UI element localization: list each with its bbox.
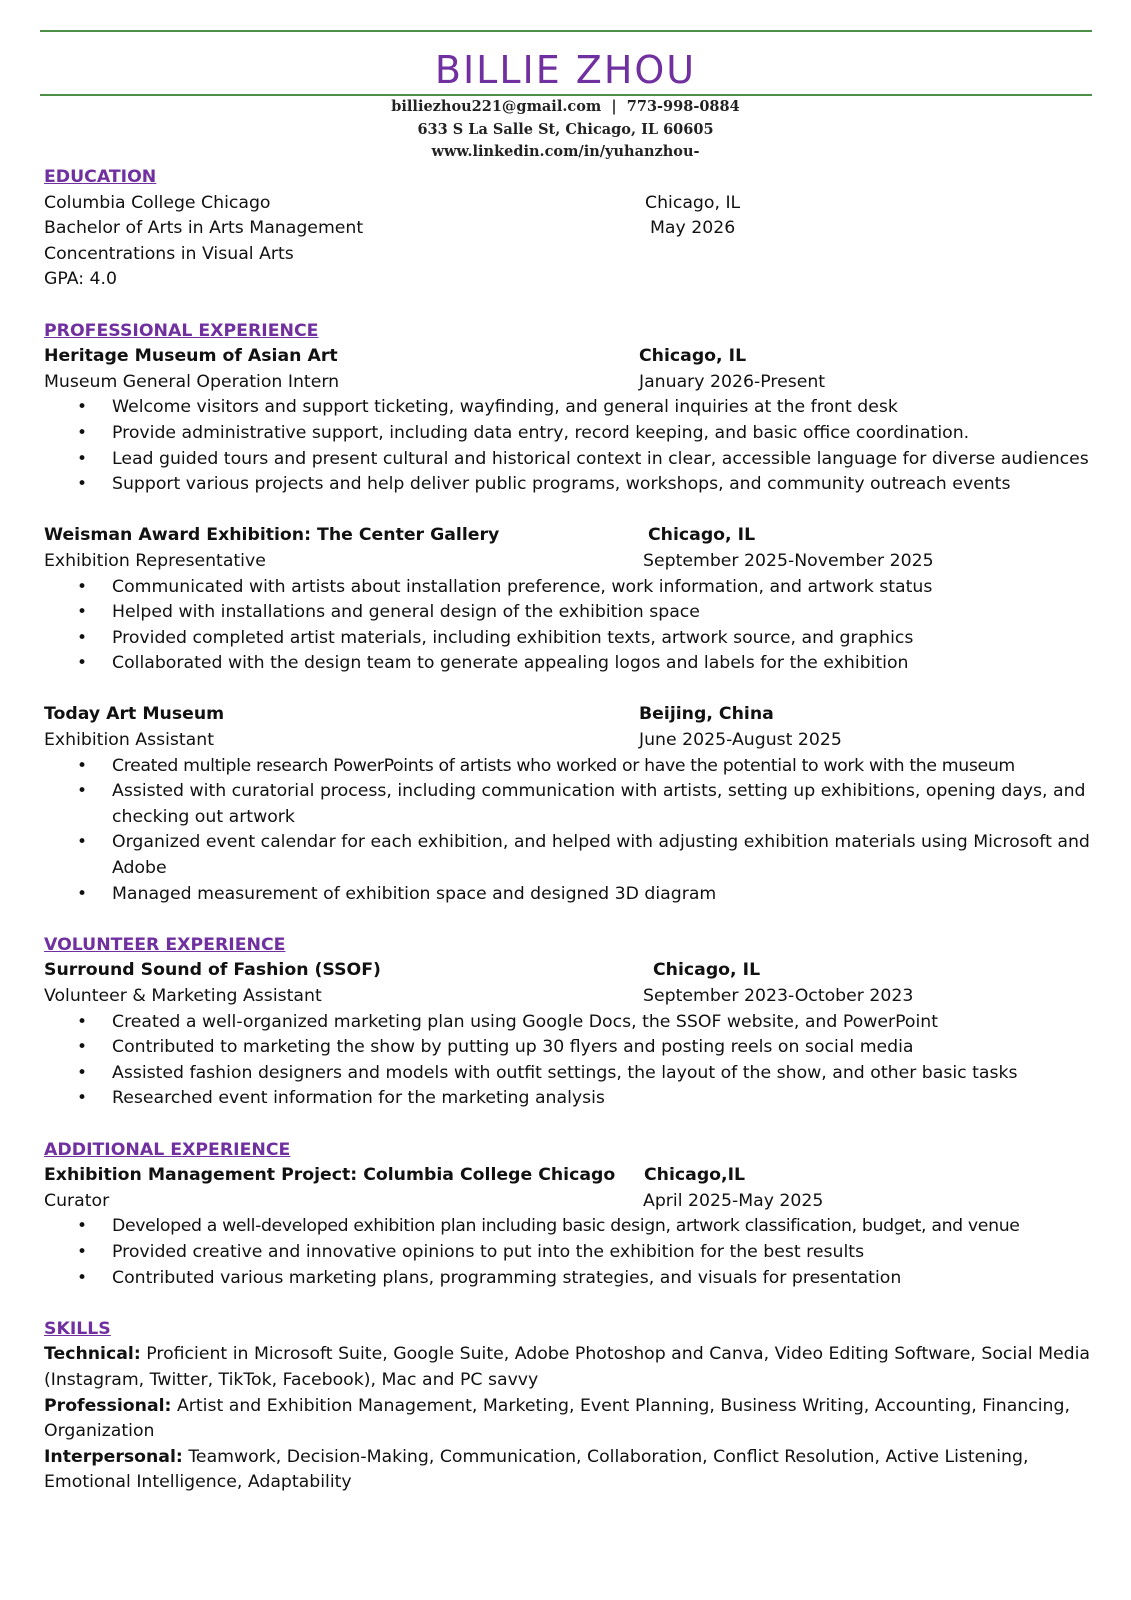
skills-professional-text: Artist and Exhibition Management, Marketing, Event Planning, Business Writing, Accounting, Financing, Organization bbox=[44, 1395, 1070, 1442]
volunteer-location: Chicago, IL bbox=[653, 960, 761, 981]
contact-line-1 bbox=[0, 98, 1131, 115]
bullet-item: • Helped with installations and general design of the exhibition space bbox=[112, 600, 1104, 626]
bullet-item: • Provided creative and innovative opinions to put into the exhibition for the best results bbox=[112, 1240, 1104, 1266]
bullet-item: • Contributed to marketing the show by putting up 30 flyers and posting reels on social media bbox=[112, 1035, 1104, 1061]
job-organization: Weisman Award Exhibition: The Center Gallery bbox=[44, 525, 500, 546]
bullet-item: • Welcome visitors and support ticketing, wayfinding, and general inquiries at the front desk bbox=[112, 395, 1104, 421]
candidate-name: BILLIE ZHOU bbox=[434, 48, 697, 92]
volunteer-heading: VOLUNTEER EXPERIENCE bbox=[44, 934, 286, 955]
volunteer-header-row bbox=[44, 958, 1104, 984]
header-top-rule bbox=[40, 30, 1092, 32]
job-location: Beijing, China bbox=[639, 704, 774, 725]
bullet-item: • Provide administrative support, including data entry, record keeping, and basic office coordination. bbox=[112, 421, 1104, 447]
additional-role: Curator bbox=[44, 1190, 110, 1211]
education-school: Columbia College Chicago bbox=[44, 192, 271, 213]
bullet-item: • Contributed various marketing plans, programming strategies, and visuals for presentation bbox=[112, 1266, 1104, 1292]
bullet-item: • Organized event calendar for each exhibition, and helped with adjusting exhibition materials using Microsoft and Adobe bbox=[112, 830, 1104, 881]
volunteer-role-row bbox=[44, 984, 1104, 1010]
bullet-item: • Collaborated with the design team to generate appealing logos and labels for the exhibition bbox=[112, 651, 1104, 677]
job-location: Chicago, IL bbox=[639, 346, 747, 367]
additional-header-row bbox=[44, 1163, 1104, 1189]
address: 633 S La Salle St, Chicago, IL 60605 bbox=[417, 121, 714, 138]
education-concentration: Concentrations in Visual Arts bbox=[44, 243, 294, 264]
additional-bullets bbox=[44, 1214, 1104, 1291]
skills-interpersonal-text: Teamwork, Decision-Making, Communication, Collaboration, Conflict Resolution, Active Listening, Emotional Intelligence, Adaptability bbox=[44, 1446, 1029, 1493]
skills-technical bbox=[44, 1342, 1104, 1393]
volunteer-role: Volunteer & Marketing Assistant bbox=[44, 986, 322, 1006]
bullet-item: • Developed a well-developed exhibition plan including basic design, artwork classification, budget, and venue bbox=[112, 1214, 1104, 1240]
job-organization: Today Art Museum bbox=[44, 704, 225, 725]
bullet-item: • Assisted with curatorial process, including communication with artists, setting up exhibitions, opening days, and checking out artwork bbox=[112, 779, 1104, 830]
additional-organization: Exhibition Management Project: Columbia College Chicago bbox=[44, 1165, 616, 1186]
job-role-row bbox=[44, 549, 1104, 575]
job-dates: June 2025-August 2025 bbox=[639, 730, 842, 751]
skills-heading: SKILLS bbox=[44, 1318, 111, 1339]
education-degree: Bachelor of Arts in Arts Management bbox=[44, 218, 364, 239]
bullet-item: • Researched event information for the marketing analysis bbox=[112, 1086, 1104, 1112]
linkedin-link[interactable]: www.linkedin.com/in/yuhanzhou- bbox=[431, 143, 700, 160]
job-header-row bbox=[44, 344, 1104, 370]
additional-heading: ADDITIONAL EXPERIENCE bbox=[44, 1139, 291, 1160]
job-dates: September 2025-November 2025 bbox=[643, 550, 934, 571]
skills-technical-label: Technical: bbox=[44, 1344, 141, 1365]
additional-location: Chicago,IL bbox=[644, 1165, 746, 1186]
education-location: Chicago, IL bbox=[645, 192, 741, 213]
job-role: Exhibition Assistant bbox=[44, 730, 214, 751]
bullet-item: • Provided completed artist materials, including exhibition texts, artwork source, and graphics bbox=[112, 626, 1104, 652]
job-header-row bbox=[44, 523, 1104, 549]
bullet-item: • Created multiple research PowerPoints of artists who worked or have the potential to work with the museum bbox=[112, 754, 1104, 780]
education-gpa: GPA: 4.0 bbox=[44, 269, 118, 290]
job-bullets bbox=[44, 754, 1104, 908]
education-date: May 2026 bbox=[650, 218, 736, 239]
job-role-row bbox=[44, 728, 1104, 754]
bullet-item: • Communicated with artists about installation preference, work information, and artwork status bbox=[112, 575, 1104, 601]
skills-technical-text: Proficient in Microsoft Suite, Google Suite, Adobe Photoshop and Canva, Video Editing Software, Social Media (Instagram, Twitter, TikTok, Facebook), Mac and PC savvy bbox=[44, 1344, 1090, 1390]
bullet-item: • Created a well-organized marketing plan using Google Docs, the SSOF website, and PowerPoint bbox=[112, 1010, 1104, 1036]
contact-separator: | bbox=[611, 98, 617, 115]
header-bottom-rule bbox=[40, 94, 1092, 96]
job-bullets bbox=[44, 395, 1104, 497]
job-dates: January 2026-Present bbox=[639, 371, 826, 392]
professional-heading: PROFESSIONAL EXPERIENCE bbox=[44, 320, 319, 341]
bullet-item: • Assisted fashion designers and models with outfit settings, the layout of the show, and other basic tasks bbox=[112, 1061, 1104, 1087]
email-link[interactable]: billiezhou221@gmail.com bbox=[391, 98, 602, 115]
job-location: Chicago, IL bbox=[648, 525, 756, 546]
job-header-row bbox=[44, 702, 1104, 728]
education-degree-row bbox=[44, 216, 1104, 242]
resume-body bbox=[44, 165, 1104, 1496]
job-role: Exhibition Representative bbox=[44, 550, 266, 571]
skills-professional bbox=[44, 1394, 1104, 1445]
bullet-item: • Support various projects and help deliver public programs, workshops, and community outreach events bbox=[112, 472, 1104, 498]
volunteer-bullets bbox=[44, 1010, 1104, 1112]
bullet-item: • Managed measurement of exhibition space and designed 3D diagram bbox=[112, 882, 1104, 908]
phone-number: 773-998-0884 bbox=[626, 98, 740, 115]
job-organization: Heritage Museum of Asian Art bbox=[44, 346, 338, 367]
additional-role-row bbox=[44, 1189, 1104, 1215]
skills-interpersonal bbox=[44, 1445, 1104, 1496]
education-school-row bbox=[44, 191, 1104, 217]
skills-professional-label: Professional: bbox=[44, 1395, 172, 1416]
bullet-item: • Lead guided tours and present cultural and historical context in clear, accessible language for diverse audiences bbox=[112, 447, 1104, 473]
job-role-row bbox=[44, 370, 1104, 396]
additional-dates: April 2025-May 2025 bbox=[643, 1190, 824, 1211]
education-heading: EDUCATION bbox=[44, 167, 157, 187]
job-bullets bbox=[44, 575, 1104, 677]
volunteer-organization: Surround Sound of Fashion (SSOF) bbox=[44, 960, 381, 981]
skills-interpersonal-label: Interpersonal: bbox=[44, 1446, 183, 1467]
volunteer-dates: September 2023-October 2023 bbox=[643, 986, 914, 1006]
job-role: Museum General Operation Intern bbox=[44, 371, 340, 392]
